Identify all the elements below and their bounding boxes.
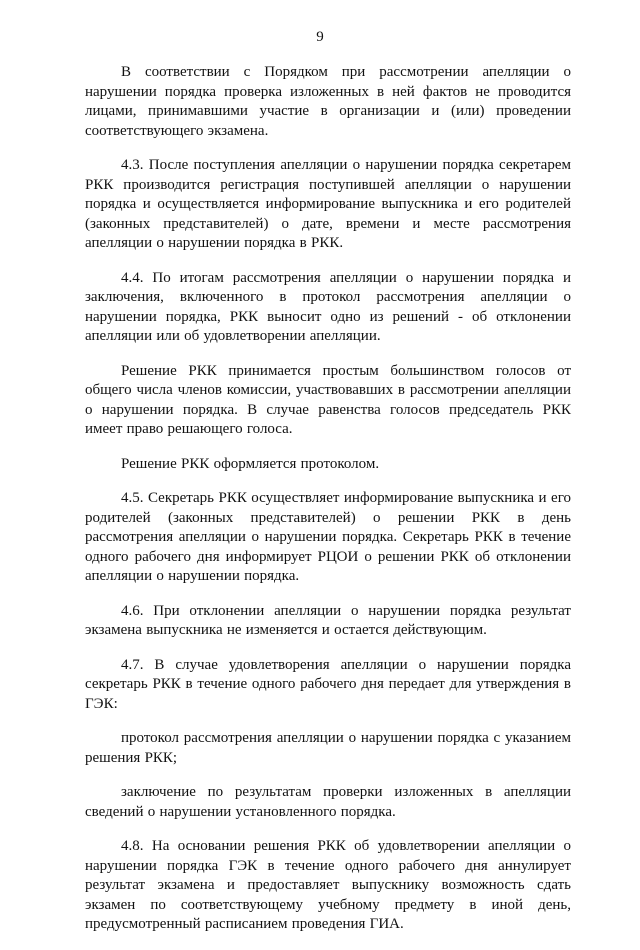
paragraph-4-3: 4.3. После поступления апелляции о нарушении порядка секретарем РКК производится регистрация поступившей апелляции о нарушении порядка и осуществляется информирование выпускника и его родителей (законных представителей) о дате, времени и месте рассмотрения апелляции о нарушении порядка в РКК. <box>85 157 571 251</box>
paragraph-4-6: 4.6. При отклонении апелляции о нарушении порядка результат экзамена выпускника не изменяется и остается действующим. <box>85 602 571 638</box>
page-number: 9 <box>316 29 324 45</box>
document-body <box>85 63 571 950</box>
paragraph-decision-protocol: Решение РКК оформляется протоколом. <box>121 455 380 472</box>
paragraph-appeal-verification: В соответствии с Порядком при рассмотрении апелляции о нарушении порядка проверка изложенных в ней фактов не проводится лицами, принимавшими участие в организации и (или) проведении соответствующего экзамена. <box>85 64 571 139</box>
paragraph-4-4: 4.4. По итогам рассмотрения апелляции о нарушении порядка и заключения, включенного в протокол рассмотрения апелляции о нарушении порядка, РКК выносит одно из решений - об отклонении апелляции или об удовлетворении апелляции. <box>85 269 571 344</box>
paragraph-4-8: 4.8. На основании решения РКК об удовлетворении апелляции о нарушении порядка ГЭК в течение одного рабочего дня аннулирует результат экзамена и предоставляет выпускнику возможность сдать экзамен по соответствующему учебному предмету в иной день, предусмотренный расписанием проведения ГИА. <box>85 838 571 932</box>
paragraph-conclusion-item: заключение по результатам проверки изложенных в апелляции сведений о нарушении установленного порядка. <box>85 784 571 820</box>
paragraph-decision-majority: Решение РКК принимается простым большинством голосов от общего числа членов комиссии, участвовавших в рассмотрении апелляции о нарушении порядка. В случае равенства голосов председатель РКК имеет право решающего голоса. <box>85 362 571 437</box>
paragraph-4-7: 4.7. В случае удовлетворения апелляции о нарушении порядка секретарь РКК в течение одного рабочего дня передает для утверждения в ГЭК: <box>85 656 571 712</box>
paragraph-4-5: 4.5. Секретарь РКК осуществляет информирование выпускника и его родителей (законных представителей) о решении РКК в день рассмотрения апелляции о нарушении порядка. Секретарь РКК в течение одного рабочего дня информирует РЦОИ о решении РКК об отклонении апелляции о нарушении порядка. <box>85 490 571 584</box>
paragraph-protocol-item: протокол рассмотрения апелляции о нарушении порядка с указанием решения РКК; <box>85 730 571 766</box>
